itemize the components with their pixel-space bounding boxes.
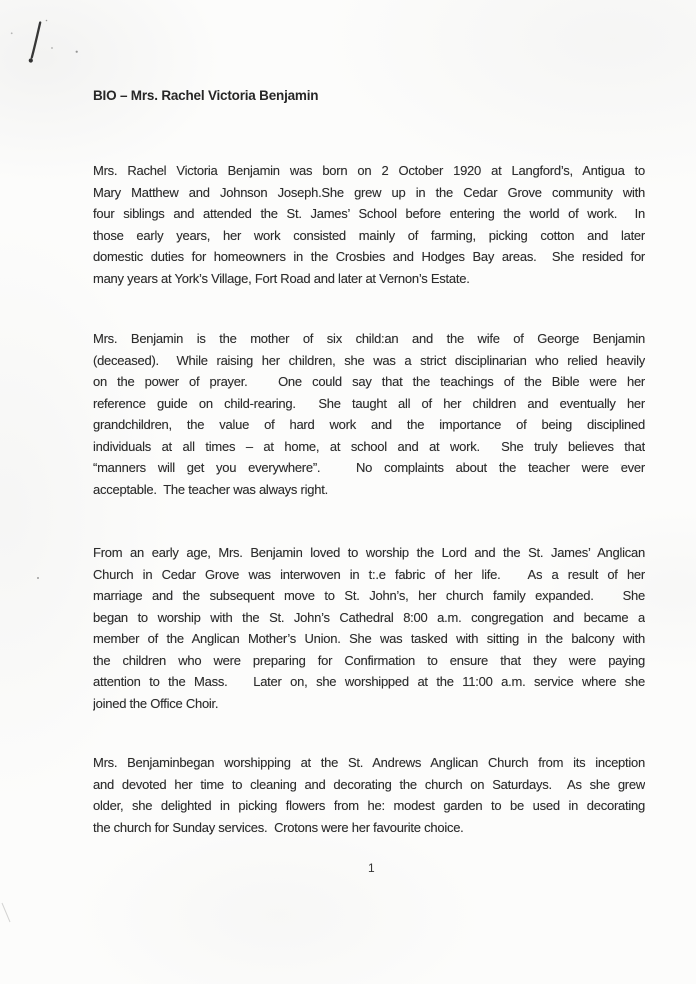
paragraph-worship-and-church-life	[93, 542, 645, 714]
paragraph-line: attention to the Mass. Later on, she worshipped at the 11:00 a.m. service where she	[93, 674, 645, 689]
paragraph-line: member of the Anglican Mother’s Union. She was tasked with sitting in the balcony with	[93, 631, 645, 646]
paragraph-line: and devoted her time to cleaning and decorating the church on Saturdays. As she grew	[93, 776, 645, 792]
paragraph-line: grandchildren, the value of hard work and the importance of being disciplined	[93, 417, 645, 432]
paragraph-line: (deceased). While raising her children, she was a strict disciplinarian who relied heavily	[93, 352, 645, 368]
paragraph-line: Mrs. Benjamin is the mother of six child:an and the wife of George Benjamin	[93, 331, 645, 346]
paragraph-line: marriage and the subsequent move to St. John’s, her church family expanded. She	[93, 588, 645, 603]
paragraph-birth-and-early-life	[93, 160, 645, 289]
paragraph-line: domestic duties for homeowners in the Crosbies and Hodges Bay areas. She resided for	[93, 249, 645, 264]
paragraph-family-and-discipline	[93, 328, 645, 500]
paragraph-line: acceptable. The teacher was always right.	[93, 481, 328, 497]
paragraph-line: Mary Matthew and Johnson Joseph.She grew up in the Cedar Grove community with	[93, 184, 645, 200]
paragraph-line: older, she delighted in picking flowers from he: modest garden to be used in decorating	[93, 798, 645, 813]
paragraph-line: four siblings and attended the St. James’ School before entering the world of work. In	[93, 206, 645, 221]
paragraph-line: the children who were preparing for Confirmation to ensure that they were paying	[93, 652, 645, 668]
paragraph-line: many years at York’s Village, Fort Road and later at Vernon’s Estate.	[93, 270, 470, 286]
paragraph-line: individuals at all times – at home, at school and at work. She truly believes that	[93, 438, 645, 454]
page-number: 1	[368, 861, 375, 875]
paragraph-line: Mrs. Benjaminbegan worshipping at the St. Andrews Anglican Church from its inception	[93, 755, 645, 770]
paragraph-line: the church for Sunday services. Crotons were her favourite choice.	[93, 819, 464, 835]
paragraph-line: From an early age, Mrs. Benjamin loved to worship the Lord and the St. James’ Anglican	[93, 545, 645, 560]
paragraph-line: on the power of prayer. One could say that the teachings of the Bible were her	[93, 374, 645, 389]
paragraph-line: joined the Office Choir.	[93, 695, 219, 711]
document-title: BIO – Mrs. Rachel Victoria Benjamin	[93, 88, 319, 103]
paragraph-line: reference guide on child-rearing. She taught all of her children and eventually her	[93, 395, 645, 411]
paragraph-line: those early years, her work consisted mainly of farming, picking cotton and later	[93, 227, 645, 243]
paragraph-line: Church in Cedar Grove was interwoven in t:.e fabric of her life. As a result of her	[93, 566, 645, 582]
paragraph-line: “manners will get you everywhere”. No complaints about the teacher were ever	[93, 460, 645, 475]
paragraph-line: began to worship with the St. John’s Cathedral 8:00 a.m. congregation and became a	[93, 609, 645, 625]
paragraph-line: Mrs. Rachel Victoria Benjamin was born on 2 October 1920 at Langford’s, Antigua to	[93, 163, 645, 178]
paragraph-st-andrews-church	[93, 752, 645, 838]
